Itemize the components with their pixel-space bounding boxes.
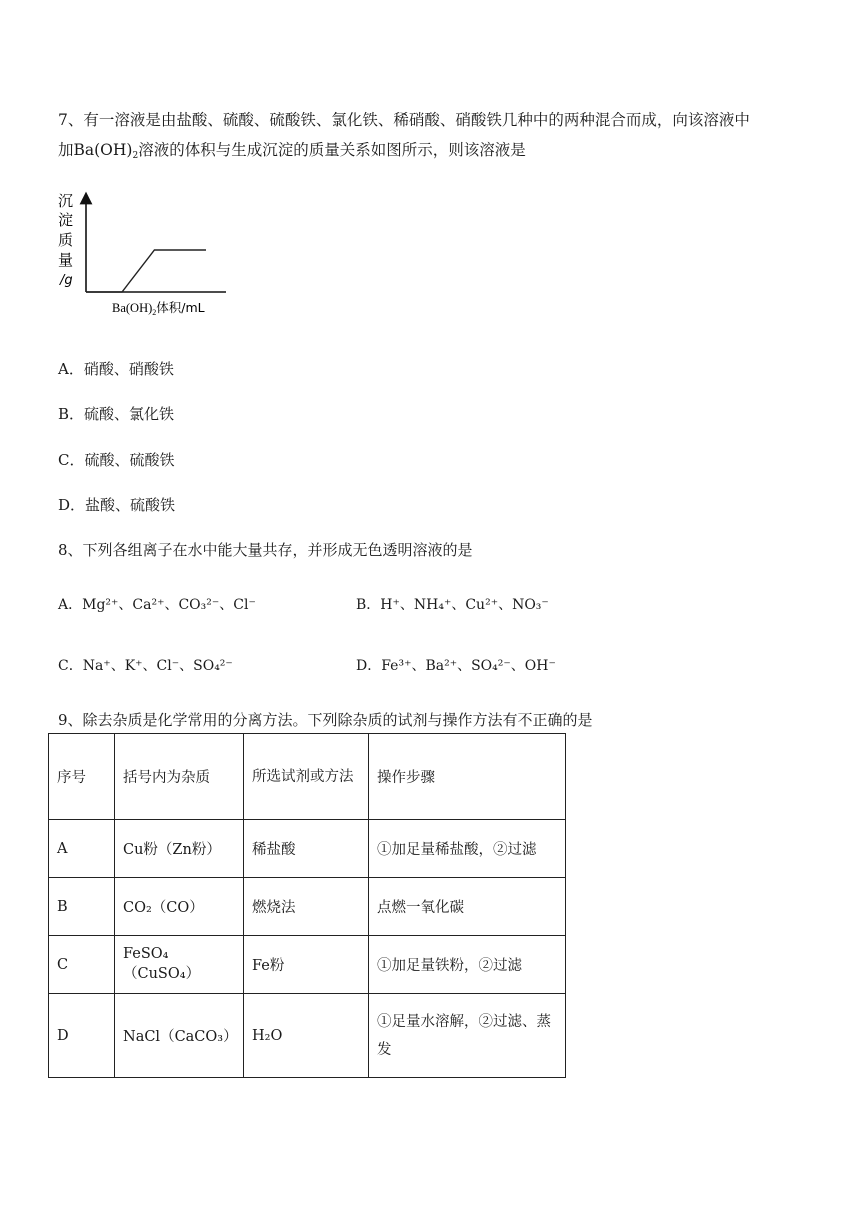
table-cell: FeSO₄（CuSO₄） [115,936,244,994]
question-8-option-c[interactable]: C．Na⁺、K⁺、Cl⁻、SO₄²⁻ [58,658,233,674]
chart-svg [56,188,236,320]
table-row [49,994,566,1078]
y-axis-label-char: 沉 [58,192,74,210]
subscript: 2 [132,151,139,161]
table-cell: Fe粉 [244,936,369,994]
precipitate-mass-chart [56,188,236,320]
series-line [86,250,206,292]
question-8-stem: 8、下列各组离子在水中能大量共存，并形成无色透明溶液的是 [58,541,473,559]
question-8-option-a[interactable]: A．Mg²⁺、Ca²⁺、CO₃²⁻、Cl⁻ [58,597,256,613]
header-cell: 括号内为杂质 [115,734,244,820]
question-7-option-c[interactable]: C．硫酸、硫酸铁 [58,451,175,469]
question-8-option-d[interactable]: D．Fe³⁺、Ba²⁺、SO₄²⁻、OH⁻ [356,658,556,674]
table-cell: CO₂（CO） [115,878,244,936]
question-7-option-a[interactable]: A．硝酸、硝酸铁 [58,360,174,378]
table-row [49,936,566,994]
x-axis-label: $Ba(OH)_2$体积/mL [112,300,205,317]
impurity-removal-table [48,733,566,1078]
table-cell: 燃烧法 [244,878,369,936]
stem-text: 溶液的体积与生成沉淀的质量关系如图所示，则该溶液是 [138,141,526,159]
header-cell: 操作步骤 [369,734,566,820]
table-cell: NaCl（CaCO₃） [115,994,244,1078]
table-cell: C [49,936,115,994]
y-axis-label-char: 质 [58,231,74,249]
table-row [49,820,566,878]
table-cell: 点燃一氧化碳 [369,878,566,936]
table-header-row [49,734,566,820]
question-7-option-b[interactable]: B．硫酸、氯化铁 [58,405,175,423]
table-cell: H₂O [244,994,369,1078]
question-7-stem-line2 [58,138,526,161]
header-cell: 序号 [49,734,115,820]
header-cell-text: 所选试剂或方法 [252,768,354,785]
table-cell: B [49,878,115,936]
table-row [49,878,566,936]
table-cell: A [49,820,115,878]
table-cell [369,994,566,1078]
y-axis-unit: /g [60,273,73,288]
y-axis-label-char: 淀 [58,211,74,229]
table-cell: ①加足量稀盐酸，②过滤 [369,820,566,878]
question-7-stem-line1: 7、有一溶液是由盐酸、硫酸、硫酸铁、氯化铁、稀硝酸、硝酸铁几种中的两种混合而成，向该溶液中 [58,111,750,129]
table-cell: ①加足量铁粉，②过滤 [369,936,566,994]
y-axis-label-char: 量 [58,251,74,269]
table-cell: D [49,994,115,1078]
table-cell-text: ①足量水溶解，②过滤、蒸发 [377,1013,551,1058]
question-9-stem: 9、除去杂质是化学常用的分离方法。下列除杂质的试剂与操作方法有不正确的是 [58,711,593,729]
header-cell [244,734,369,820]
question-7-option-d[interactable]: D．盐酸、硫酸铁 [58,496,176,514]
table-cell: Cu粉（Zn粉） [115,820,244,878]
stem-text: 加Ba(OH) [58,141,133,159]
question-8-option-b[interactable]: B．H⁺、NH₄⁺、Cu²⁺、NO₃⁻ [356,597,549,613]
table-cell: 稀盐酸 [244,820,369,878]
